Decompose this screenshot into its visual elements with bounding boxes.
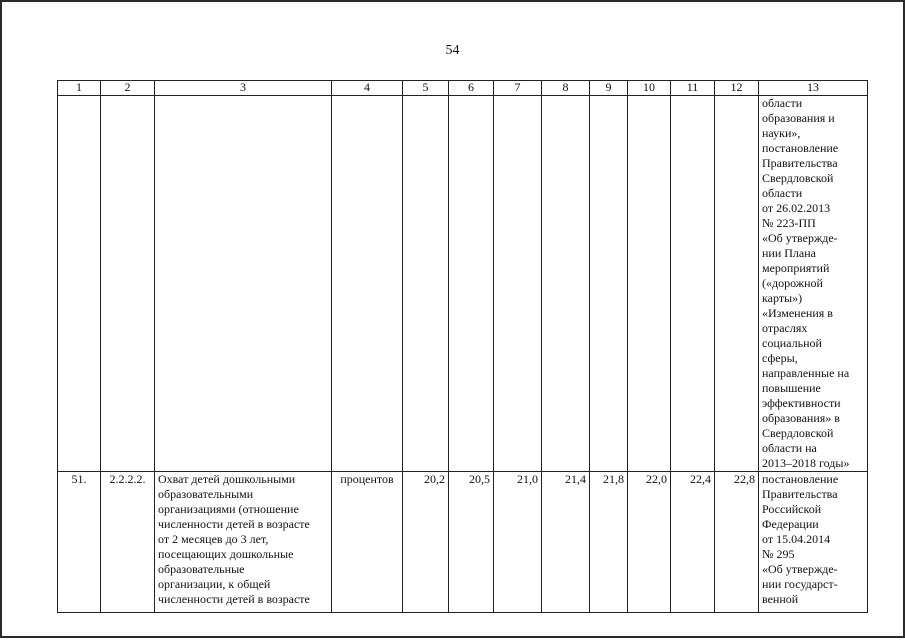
code-cell: 2.2.2.2.: [101, 472, 155, 613]
value-cell: 22,0: [628, 472, 671, 613]
column-header: 7: [494, 81, 542, 96]
indicator-cell: Охват детей дошкольными образовательными организациями (отношение численности детей в возрасте от 2 месяцев до 3 лет, посещающих дошкольные образовательные организации, к общей численности детей в возрасте: [155, 472, 332, 613]
column-header: 8: [542, 81, 590, 96]
table-cell: [332, 96, 403, 472]
column-header: 11: [671, 81, 715, 96]
column-header: 2: [101, 81, 155, 96]
value-cell: 21,8: [590, 472, 628, 613]
source-cell: области образования и науки», постановление Правительства Свердловской области от 26.02.2013 № 223-ПП «Об утвержде- нии Плана мероприятий («дорожной карты») «Изменения в отраслях социальной сферы, направленные на повышение эффективности образования» в Свердловской области на 2013–2018 годы»: [759, 96, 868, 472]
table-cell: [101, 96, 155, 472]
table-cell: [155, 96, 332, 472]
column-header: 3: [155, 81, 332, 96]
source-cell: постановление Правительства Российской Федерации от 15.04.2014 № 295 «Об утвержде- нии государст- венной: [759, 472, 868, 613]
column-header: 1: [58, 81, 101, 96]
value-cell: 20,5: [449, 472, 494, 613]
value-cell: 20,2: [403, 472, 449, 613]
value-cell: 21,0: [494, 472, 542, 613]
unit-cell: процентов: [332, 472, 403, 613]
column-header: 5: [403, 81, 449, 96]
table-cell: [449, 96, 494, 472]
row-number-cell: 51.: [58, 472, 101, 613]
table-cell: [494, 96, 542, 472]
table-cell: [590, 96, 628, 472]
indicators-table: [57, 80, 868, 613]
column-header: 13: [759, 81, 868, 96]
column-header: 10: [628, 81, 671, 96]
column-header: 12: [715, 81, 759, 96]
column-header: 6: [449, 81, 494, 96]
page-number: 54: [445, 43, 460, 58]
table-cell: [542, 96, 590, 472]
value-cell: 22,4: [671, 472, 715, 613]
value-cell: 22,8: [715, 472, 759, 613]
header-row: [58, 81, 868, 96]
column-header: 4: [332, 81, 403, 96]
table-cell: [715, 96, 759, 472]
table-cell: [628, 96, 671, 472]
table-cell: [671, 96, 715, 472]
value-cell: 21,4: [542, 472, 590, 613]
table-row: [58, 96, 868, 472]
table-cell: [403, 96, 449, 472]
column-header: 9: [590, 81, 628, 96]
table-cell: [58, 96, 101, 472]
table-row: [58, 472, 868, 613]
